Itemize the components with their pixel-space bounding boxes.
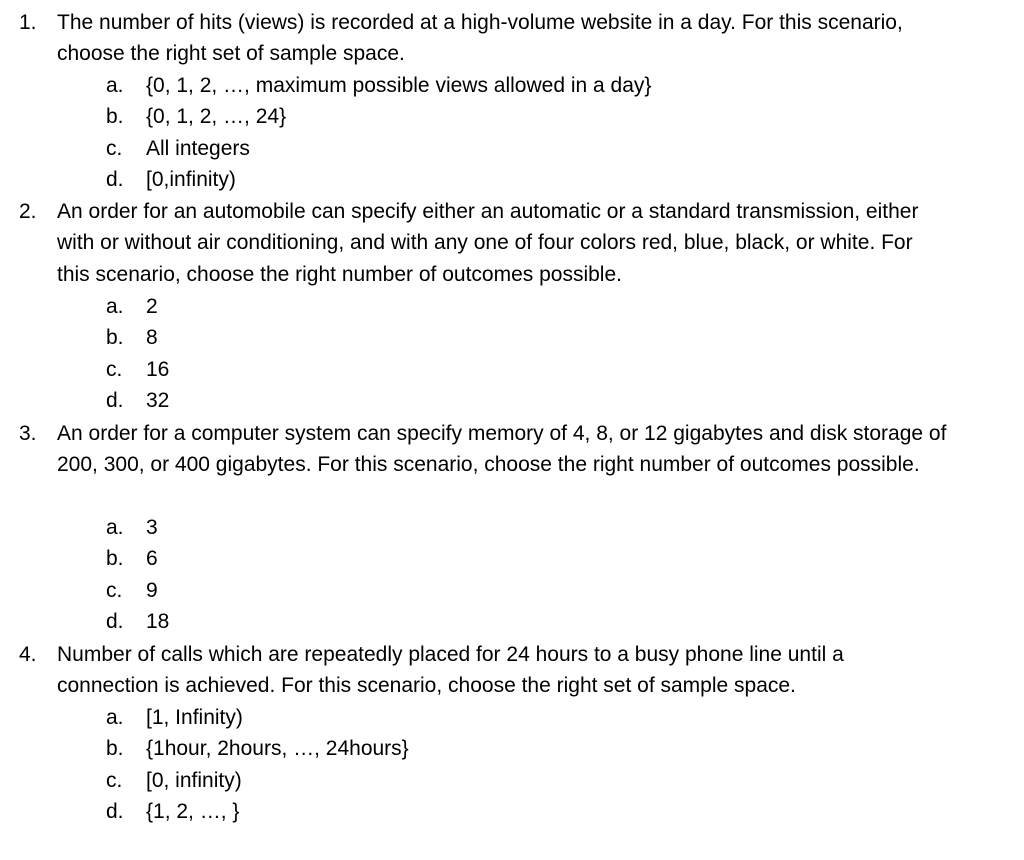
question-number: 2.	[19, 200, 37, 223]
option-text: {1, 2, …, }	[146, 800, 240, 823]
option-letter: b.	[106, 105, 124, 128]
option-text: 9	[146, 579, 158, 602]
option-text: [1, Infinity)	[146, 706, 243, 729]
question-number: 4.	[19, 643, 37, 666]
option-letter: d.	[106, 800, 124, 823]
option-text: 2	[146, 295, 158, 318]
option-letter: c.	[106, 137, 123, 160]
option-text: 16	[146, 358, 170, 381]
question-text: The number of hits (views) is recorded at a high-volume website in a day. For this scenario, choose the right set of sample space.	[57, 11, 903, 66]
option-letter: a.	[106, 706, 124, 729]
question-text: Number of calls which are repeatedly placed for 24 hours to a busy phone line until a connection is achieved. For this scenario, choose the right set of sample space.	[57, 643, 844, 698]
option-text: 3	[146, 516, 158, 539]
option-text: {0, 1, 2, …, maximum possible views allowed in a day}	[146, 74, 652, 97]
option-text: 32	[146, 389, 170, 412]
option-text: 8	[146, 326, 158, 349]
option-text: All integers	[146, 137, 250, 160]
option-letter: a.	[106, 74, 124, 97]
option-text: 18	[146, 610, 170, 633]
option-letter: c.	[106, 769, 123, 792]
option-letter: a.	[106, 516, 124, 539]
question-text: An order for a computer system can specify memory of 4, 8, or 12 gigabytes and disk storage of 200, 300, or 400 gigabytes. For this scenario, choose the right number of outcomes possible.	[57, 422, 947, 477]
option-text: {0, 1, 2, …, 24}	[146, 105, 287, 128]
option-letter: c.	[106, 579, 123, 602]
option-text: 6	[146, 547, 158, 570]
option-letter: b.	[106, 737, 124, 760]
option-letter: b.	[106, 326, 124, 349]
question-number: 1.	[19, 11, 37, 34]
question-text: An order for an automobile can specify either an automatic or a standard transmission, either with or without air conditioning, and with any one of four colors red, blue, black, or white. For this scenario, choose the right number of outcomes possible.	[57, 200, 919, 286]
option-text: {1hour, 2hours, …, 24hours}	[146, 737, 409, 760]
option-letter: c.	[106, 358, 123, 381]
option-letter: d.	[106, 610, 124, 633]
option-letter: d.	[106, 389, 124, 412]
option-letter: a.	[106, 295, 124, 318]
question-number: 3.	[19, 422, 37, 445]
option-text: [0,infinity)	[146, 168, 236, 191]
option-letter: d.	[106, 168, 124, 191]
option-letter: b.	[106, 547, 124, 570]
option-text: [0, infinity)	[146, 769, 242, 792]
